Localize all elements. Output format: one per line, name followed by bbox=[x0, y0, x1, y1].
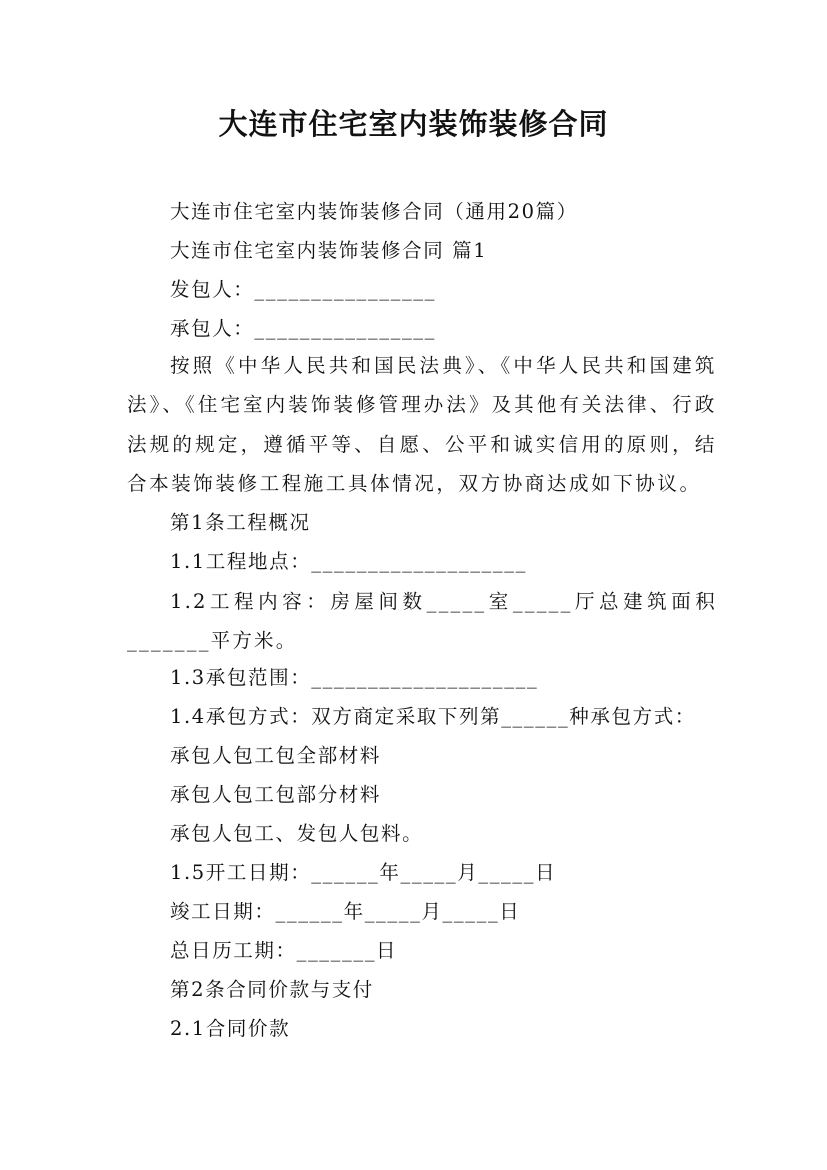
clause-1-5-start-date: 1.5开工日期：______年_____月_____日 bbox=[170, 861, 557, 884]
part-heading: 大连市住宅室内装饰装修合同 篇1 bbox=[170, 239, 488, 262]
document-title: 大连市住宅室内装饰装修合同 bbox=[218, 107, 609, 141]
completion-date-line: 竣工日期：______年_____月_____日 bbox=[170, 900, 521, 923]
contract-option-c: 承包人包工、发包人包料。 bbox=[170, 822, 424, 845]
clause-1-1: 1.1工程地点：___________________ bbox=[170, 550, 527, 573]
party-b-line: 承包人：________________ bbox=[170, 317, 436, 340]
contract-option-b: 承包人包工包部分材料 bbox=[170, 783, 382, 806]
article-1-heading: 第1条工程概况 bbox=[170, 511, 311, 534]
article-2-heading: 第2条合同价款与支付 bbox=[170, 978, 374, 1001]
contract-option-a: 承包人包工包全部材料 bbox=[170, 744, 382, 767]
clause-2-1: 2.1合同价款 bbox=[170, 1017, 291, 1040]
total-days-line: 总日历工期：_______日 bbox=[170, 939, 398, 962]
clause-1-4: 1.4承包方式：双方商定采取下列第______种承包方式： bbox=[170, 705, 696, 728]
preamble-paragraph: 按照《中华人民共和国民法典》、《中华人民共和国建筑法》、《住宅室内装饰装修管理办法》及其他有关法律、行政法规的规定，遵循平等、自愿、公平和诚实信用的原则，结合本装饰装修工程施工具体情况，双方协商达成如下协议。 bbox=[127, 354, 717, 495]
document-subtitle: 大连市住宅室内装饰装修合同（通用20篇） bbox=[170, 200, 578, 223]
clause-1-3: 1.3承包范围：____________________ bbox=[170, 666, 539, 689]
party-a-line: 发包人：________________ bbox=[170, 278, 436, 301]
clause-1-2: 1.2工程内容：房屋间数_____室_____厅总建筑面积_______平方米。 bbox=[127, 590, 717, 653]
